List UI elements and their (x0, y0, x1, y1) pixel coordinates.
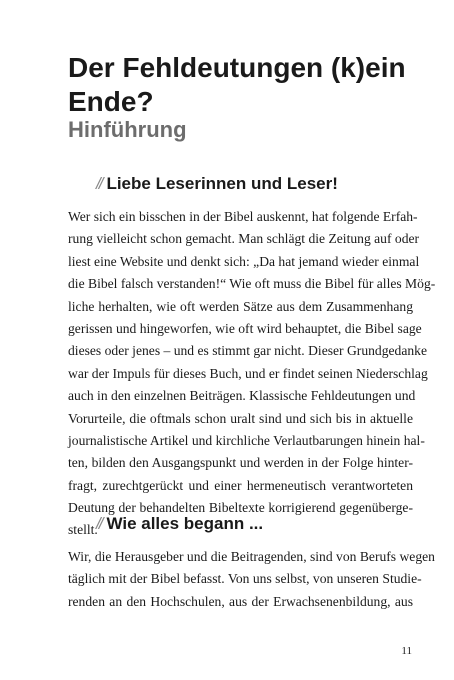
section-heading-origins (96, 513, 263, 535)
text-line: auch in den einzelnen Beiträgen. Klassische Fehldeutungen und (68, 388, 416, 404)
text-line: journalistische Artikel und kirchliche Verlautbarungen hinein hal- (68, 432, 425, 448)
text-line: Wer sich ein bisschen in der Bibel auskennt, hat folgende Erfah- (68, 209, 418, 224)
text-line: liest eine Website und denkt sich: „Da hat jemand wieder einmal (68, 253, 420, 269)
section-heading-text: Liebe Leserinnen und Leser! (106, 174, 338, 193)
text-line: rung vielleicht schon gemacht. Man schlägt die Zeitung auf oder (68, 231, 420, 247)
chapter-subtitle: Hinführung (68, 117, 187, 142)
chapter-title: Der Fehldeutungen (k)ein Ende? (68, 52, 406, 117)
text-line: stellt. (68, 522, 98, 538)
text-line: die Bibel falsch verstanden!“ Wie oft muss die Bibel für alles Mög- (68, 276, 436, 292)
text-line: war der Impuls für dieses Buch, und er findet seinen Niederschlag (68, 365, 428, 381)
text-line: Vorurteile, die oftmals schon uralt sind und sich bis in aktuelle (68, 410, 413, 426)
paragraph-origins (68, 546, 435, 613)
text-line: fragt, zurechtgerückt und einer hermeneutisch verantworteten (68, 477, 413, 493)
text-line: täglich mit der Bibel befasst. Von uns selbst, von unseren Studie- (68, 571, 422, 587)
text-line: gerissen und hingeworfen, wie oft wird behauptet, die Bibel sage (68, 320, 422, 336)
section-marker: // (96, 174, 102, 193)
section-marker: // (96, 514, 102, 533)
section-heading-greeting (96, 173, 338, 195)
page-number: 11 (401, 645, 412, 657)
paragraph-intro (68, 206, 436, 542)
text-line: ten, bilden den Ausgangspunkt und werden in der Folge hinter- (68, 455, 413, 471)
text-line: Deutung der behandelten Bibeltexte korrigierend gegenüberge- (68, 500, 413, 516)
text-line: Wir, die Herausgeber und die Beitragenden, sind von Berufs wegen (68, 549, 435, 564)
section-heading-text: Wie alles begann ... (106, 514, 264, 533)
text-line: renden an den Hochschulen, aus der Erwachsenenbildung, aus (68, 593, 413, 609)
text-line: liche herhalten, wie oft werden Sätze aus dem Zusammenhang (68, 298, 413, 314)
text-line: dieses oder jenes – und es stimmt gar nicht. Dieser Grundgedanke (68, 343, 428, 359)
